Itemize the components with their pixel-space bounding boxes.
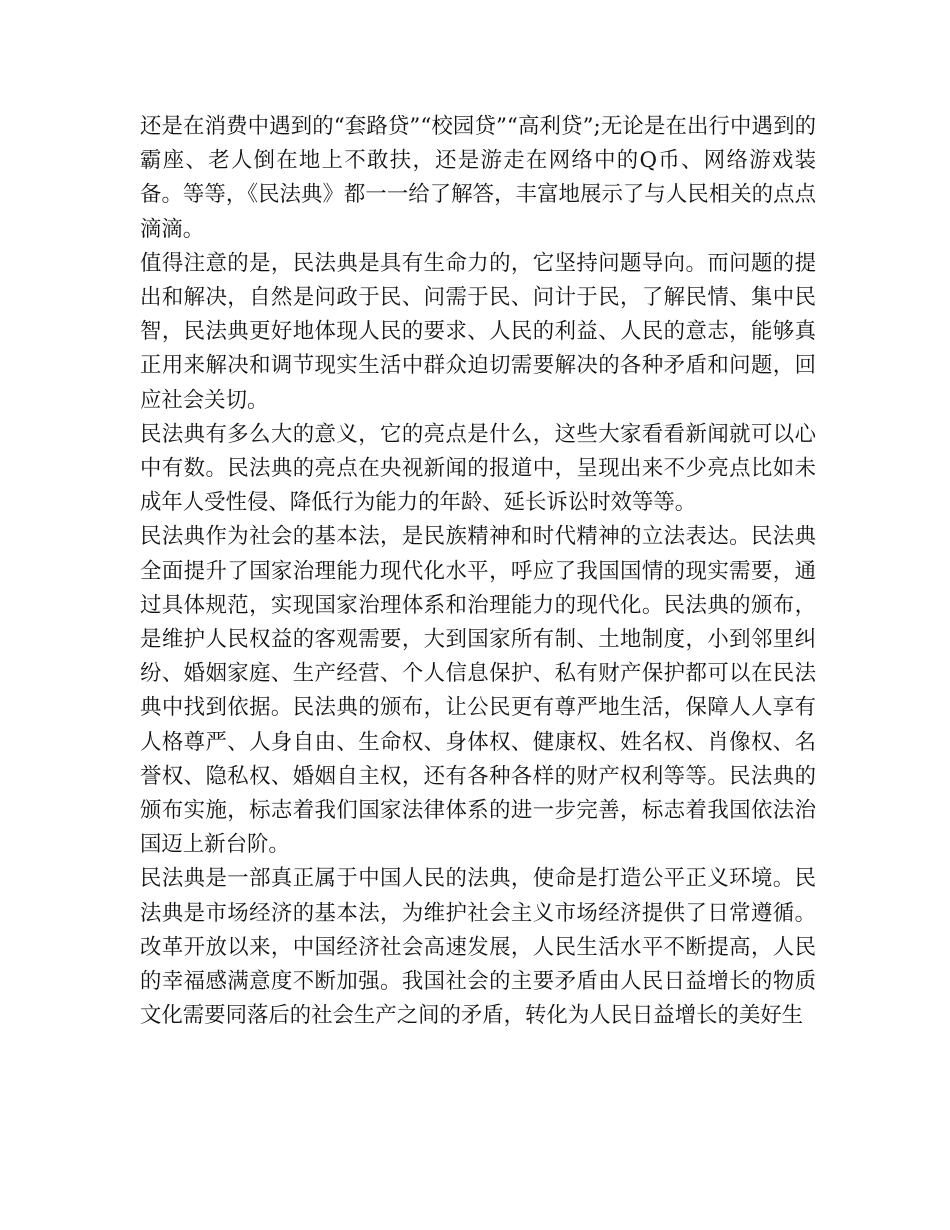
paragraph-2: 值得注意的是，民法典是具有生命力的，它坚持问题导向。而问题的提出和解决，自然是问政于民、问需于民、问计于民，了解民情、集中民智，民法典更好地体现人民的要求、人民的利益、人民的意志，能够真正用来解决和调节现实生活中群众迫切需要解决的各种矛盾和问题，回应社会关切。: [140, 250, 816, 413]
paragraph-4: 民法典作为社会的基本法，是民族精神和时代精神的立法表达。民法典全面提升了国家治理能力现代化水平，呼应了我国国情的现实需要，通过具体规范，实现国家治理体系和治理能力的现代化。民法典的颁布，是维护人民权益的客观需要，大到国家所有制、土地制度，小到邻里纠纷、婚姻家庭、生产经营、个人信息保护、私有财产保护都可以在民法典中找到依据。民法典的颁布，让公民更有尊严地生活，保障人人享有人格尊严、人身自由、生命权、身体权、健康权、姓名权、肖像权、名誉权、隐私权、婚姻自主权，还有各种各样的财产权利等等。民法典的颁布实施，标志着我们国家法律体系的进一步完善，标志着我国依法治国迈上新台阶。: [140, 524, 816, 858]
paragraph-5: 民法典是一部真正属于中国人民的法典，使命是打造公平正义环境。民法典是市场经济的基本法，为维护社会主义市场经济提供了日常遵循。改革开放以来，中国经济社会高速发展，人民生活水平不断提高，人民的幸福感满意度不断加强。我国社会的主要矛盾由人民日益增长的物质文化需要同落后的社会生产之间的矛盾，转化为人民日益增长的美好生: [140, 866, 816, 1029]
paragraph-1: 还是在消费中遇到的“套路贷”“校园贷”“高利贷”;无论是在出行中遇到的霸座、老人倒在地上不敢扶，还是游走在网络中的Q币、网络游戏装备。等等，《民法典》都一一给了解答，丰富地展示了与人民相关的点点滴滴。: [140, 114, 816, 242]
document-body: [140, 110, 816, 1033]
paragraph-3: 民法典有多么大的意义，它的亮点是什么，这些大家看看新闻就可以心中有数。民法典的亮点在央视新闻的报道中，呈现出来不少亮点比如未成年人受性侵、降低行为能力的年龄、延长诉讼时效等等。: [140, 421, 816, 516]
